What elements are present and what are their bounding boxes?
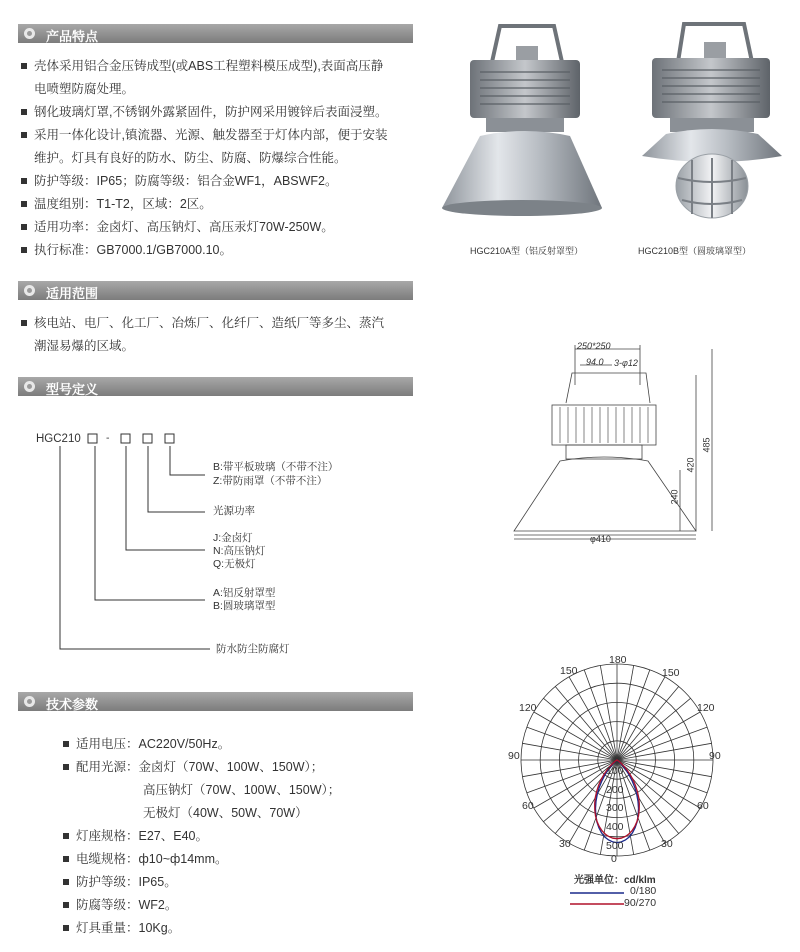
opt-reflector-2: B:圆玻璃罩型	[213, 600, 276, 612]
tech-line: 灯座规格：E27、E40。	[63, 826, 208, 846]
feature-line: 适用功率：金卤灯、高压钠灯、高压汞灯70W-250W。	[21, 217, 334, 237]
lamp-b-image	[642, 24, 782, 218]
tech-line: 电缆规格：ф10~ф14mm。	[63, 849, 228, 869]
tech-line: 灯具重量：10Kg。	[63, 918, 180, 938]
bullet-circle-icon	[24, 696, 35, 707]
radial-400: 400	[606, 821, 624, 833]
opt-reflector-1: A:铝反射罩型	[213, 587, 276, 599]
angle-180: 180	[609, 654, 627, 666]
legend-label-0-180: 0/180	[630, 885, 657, 897]
model-dash: -	[106, 432, 110, 444]
leader-line-power	[148, 446, 205, 512]
opt-lamp-1: J:金卤灯	[213, 532, 253, 544]
tech-line: 高压钠灯（70W、100W、150W）；	[143, 783, 341, 797]
square-bullet-icon	[63, 902, 69, 908]
angle-30-right: 30	[661, 838, 673, 850]
angle-30-left: 30	[559, 838, 571, 850]
opt-glass-2: Z:带防雨罩（不带不注）	[213, 475, 328, 487]
tech-line: 防腐等级：WF2。	[63, 895, 177, 915]
angle-90-right: 90	[709, 750, 721, 762]
section-title: 适用范围	[46, 287, 99, 302]
feature-line: 防护等级：IP65；防腐等级：铝合金WF1，ABSWF2。	[21, 171, 338, 191]
model-box-1	[88, 434, 97, 443]
square-bullet-icon	[63, 764, 69, 770]
angle-60-right: 60	[697, 800, 709, 812]
model-box-2	[121, 434, 130, 443]
section-bar-tech	[18, 692, 413, 711]
section-title: 产品特点	[46, 30, 99, 45]
section-title: 型号定义	[46, 383, 99, 398]
radial-500: 500	[606, 840, 624, 852]
dim-top-width: 250*250	[577, 341, 611, 351]
opt-power: 光源功率	[213, 505, 255, 517]
leader-line-reflector	[95, 446, 205, 600]
tech-line: 防护等级：IP65。	[63, 872, 177, 892]
model-definition-diagram	[0, 0, 420, 680]
opt-lamp-2: N:高压钠灯	[213, 545, 266, 557]
dim-total-height: 485	[701, 437, 712, 453]
leader-line-glass	[170, 446, 205, 475]
product-photos	[430, 18, 800, 238]
polar-unit-label: 光强单位：cd/klm	[574, 875, 656, 886]
angle-0: 0	[611, 853, 617, 865]
radial-100: 100	[606, 765, 624, 777]
angle-120-left: 120	[519, 702, 537, 714]
square-bullet-icon	[63, 856, 69, 862]
dim-inner-width: 94.0	[586, 357, 604, 367]
tech-line: 适用电压：AC220V/50Hz。	[63, 734, 230, 754]
feature-line: 维护。灯具有良好的防水、防尘、防腐、防爆综合性能。	[34, 151, 347, 165]
scope-line: 潮湿易爆的区域。	[34, 339, 135, 353]
feature-line: 壳体采用铝合金压铸成型(或ABS工程塑料模压成型),表面高压静	[21, 56, 383, 76]
angle-90-left: 90	[508, 750, 520, 762]
angle-150-right: 150	[662, 667, 680, 679]
feature-line: 执行标准：GB7000.1/GB7000.10。	[21, 240, 232, 260]
feature-line: 电喷塑防腐处理。	[34, 82, 135, 96]
model-box-3	[143, 434, 152, 443]
leader-line-series	[60, 446, 210, 649]
square-bullet-icon	[63, 925, 69, 931]
radial-300: 300	[606, 802, 624, 814]
dim-shade-height: 240	[669, 489, 680, 505]
angle-150-left: 150	[560, 665, 578, 677]
opt-lamp-3: Q:无极灯	[213, 558, 256, 570]
square-bullet-icon	[63, 833, 69, 839]
polar-diagram	[500, 650, 760, 870]
product-a-caption: HGC210A型（铝反射罩型）	[470, 246, 584, 256]
feature-line: 采用一体化设计,镇流器、光源、触发器至于灯体内部，便于安装	[21, 125, 387, 145]
radial-200: 200	[606, 784, 624, 796]
model-code: HGC210	[36, 433, 81, 445]
square-bullet-icon	[63, 741, 69, 747]
leader-line-lamp	[126, 446, 205, 550]
legend-label-90-270: 90/270	[624, 897, 657, 909]
angle-60-left: 60	[522, 800, 534, 812]
opt-series: 防水防尘防腐灯	[216, 643, 290, 655]
feature-line: 温度组别：T1-T2，区域：2区。	[21, 194, 212, 214]
product-b-caption: HGC210B型（圆玻璃罩型）	[638, 246, 752, 256]
section-title: 技术参数	[46, 698, 99, 713]
polar-legend-swatches	[568, 890, 628, 910]
dim-holes: 3-φ12	[614, 358, 638, 368]
tech-line: 无极灯（40W、50W、70W）	[143, 806, 308, 820]
angle-120-right: 120	[697, 702, 715, 714]
opt-glass-1: B:带平板玻璃（不带不注）	[213, 461, 339, 473]
tech-line: 配用光源：金卤灯（70W、100W、150W）；	[63, 757, 323, 777]
dim-mid-height: 420	[685, 457, 696, 473]
feature-line: 钢化玻璃灯罩,不锈钢外露紧固件，防护网采用镀锌后表面浸塑。	[21, 102, 387, 122]
lamp-a-image	[442, 26, 602, 216]
scope-line: 核电站、电厂、化工厂、冶炼厂、化纤厂、造纸厂等多尘、蒸汽	[21, 313, 384, 333]
model-box-4	[165, 434, 174, 443]
square-bullet-icon	[63, 879, 69, 885]
dim-diameter: φ410	[590, 534, 611, 544]
